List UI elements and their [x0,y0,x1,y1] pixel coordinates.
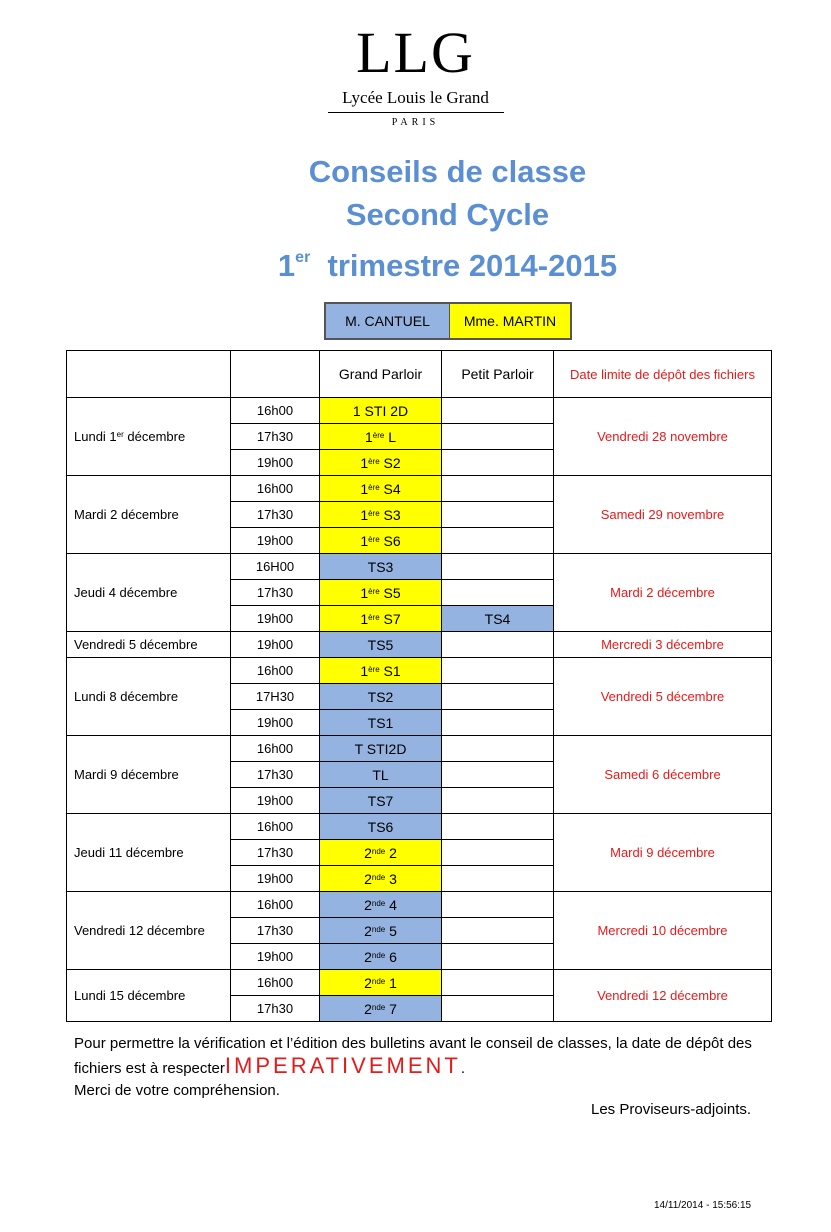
footer-note [74,1033,774,1102]
school-logo [0,22,831,128]
petit-parloir-cell [442,684,554,710]
petit-parloir-cell [442,944,554,970]
header-grand-parloir: Grand Parloir [320,351,442,398]
grand-parloir-cell: TS2 [320,684,442,710]
petit-parloir-cell [442,866,554,892]
time-cell: 17h30 [231,424,320,450]
time-cell: 19h00 [231,528,320,554]
time-cell: 16h00 [231,476,320,502]
grand-parloir-cell: 1ère S7 [320,606,442,632]
time-cell: 17h30 [231,502,320,528]
header-row [67,351,772,398]
time-cell: 17h30 [231,840,320,866]
header-blank-day [67,351,231,398]
time-cell: 16h00 [231,814,320,840]
deadline-cell: Samedi 29 novembre [554,476,772,554]
grand-parloir-cell: TL [320,762,442,788]
deadline-cell: Mercredi 10 décembre [554,892,772,970]
grand-parloir-cell: 1ère S1 [320,658,442,684]
grand-parloir-cell: 2nde 7 [320,996,442,1022]
logo-divider [328,112,504,113]
note-text: Pour permettre la vérification et l’édition des bulletins avant le conseil de classes, la date de dépôt des fichiers est à respecter [74,1035,752,1077]
time-cell: 16h00 [231,892,320,918]
petit-parloir-cell [442,710,554,736]
grand-parloir-cell: T STI2D [320,736,442,762]
grand-parloir-cell: TS5 [320,632,442,658]
petit-parloir-cell [442,996,554,1022]
time-cell: 17h30 [231,580,320,606]
page-title [0,150,831,287]
petit-parloir-cell [442,502,554,528]
petit-parloir-cell [442,892,554,918]
logo-monogram: LLG [356,20,475,85]
legend-blue: M. CANTUEL [326,304,450,338]
time-cell: 19h00 [231,944,320,970]
day-cell: Vendredi 12 décembre [67,892,231,970]
note-thanks: Merci de votre compréhension. [74,1082,280,1099]
day-cell: Mardi 2 décembre [67,476,231,554]
table-row [67,398,772,424]
table-row [67,970,772,996]
grand-parloir-cell: TS6 [320,814,442,840]
petit-parloir-cell [442,788,554,814]
petit-parloir-cell [442,632,554,658]
day-cell: Vendredi 5 décembre [67,632,231,658]
header-blank-time [231,351,320,398]
grand-parloir-cell: 1ère S5 [320,580,442,606]
time-cell: 16h00 [231,398,320,424]
grand-parloir-cell: 1ère S6 [320,528,442,554]
time-cell: 17h30 [231,762,320,788]
petit-parloir-cell [442,528,554,554]
deadline-cell: Mardi 2 décembre [554,554,772,632]
signature: Les Proviseurs-adjoints. [591,1101,752,1118]
school-city: PARIS [391,117,440,128]
deadline-cell: Mercredi 3 décembre [554,632,772,658]
grand-parloir-cell: 1ère S4 [320,476,442,502]
color-legend [324,302,572,340]
time-cell: 17h30 [231,918,320,944]
time-cell: 19h00 [231,606,320,632]
table-row [67,892,772,918]
grand-parloir-cell: 2nde 5 [320,918,442,944]
time-cell: 16h00 [231,736,320,762]
petit-parloir-cell [442,970,554,996]
petit-parloir-cell [442,398,554,424]
day-cell: Mardi 9 décembre [67,736,231,814]
petit-parloir-cell [442,424,554,450]
petit-parloir-cell [442,814,554,840]
petit-parloir-cell [442,476,554,502]
school-name: Lycée Louis le Grand [342,88,489,107]
day-cell: Jeudi 4 décembre [67,554,231,632]
schedule-table [66,350,772,1022]
grand-parloir-cell: TS3 [320,554,442,580]
day-cell: Lundi 1er décembre [67,398,231,476]
time-cell: 19h00 [231,450,320,476]
print-timestamp: 14/11/2014 - 15:56:15 [654,1200,752,1211]
note-emphasis: IMPERATIVEMENT [224,1053,461,1078]
time-cell: 19h00 [231,632,320,658]
petit-parloir-cell [442,736,554,762]
title-line-1: Conseils de classe [308,154,587,189]
grand-parloir-cell: 2nde 2 [320,840,442,866]
table-row [67,476,772,502]
deadline-cell: Mardi 9 décembre [554,814,772,892]
petit-parloir-cell [442,580,554,606]
table-row [67,736,772,762]
title-line-3: 1er trimestre 2014-2015 [277,248,618,283]
time-cell: 19h00 [231,710,320,736]
time-cell: 16h00 [231,658,320,684]
table-row [67,814,772,840]
petit-parloir-cell [442,450,554,476]
petit-parloir-cell: TS4 [442,606,554,632]
table-row [67,658,772,684]
grand-parloir-cell: 2nde 3 [320,866,442,892]
grand-parloir-cell: 2nde 1 [320,970,442,996]
grand-parloir-cell: 2nde 4 [320,892,442,918]
petit-parloir-cell [442,840,554,866]
grand-parloir-cell: TS7 [320,788,442,814]
time-cell: 16H00 [231,554,320,580]
time-cell: 17H30 [231,684,320,710]
petit-parloir-cell [442,658,554,684]
deadline-cell: Vendredi 12 décembre [554,970,772,1022]
deadline-cell: Samedi 6 décembre [554,736,772,814]
petit-parloir-cell [442,918,554,944]
deadline-cell: Vendredi 5 décembre [554,658,772,736]
time-cell: 19h00 [231,866,320,892]
grand-parloir-cell: 1ère S3 [320,502,442,528]
header-deadline: Date limite de dépôt des fichiers [554,351,772,398]
note-period: . [460,1060,466,1077]
grand-parloir-cell: 1 STI 2D [320,398,442,424]
time-cell: 16h00 [231,970,320,996]
header-petit-parloir: Petit Parloir [442,351,554,398]
title-line-2: Second Cycle [345,197,550,232]
grand-parloir-cell: 1ère L [320,424,442,450]
petit-parloir-cell [442,762,554,788]
day-cell: Lundi 15 décembre [67,970,231,1022]
legend-yellow: Mme. MARTIN [450,304,570,338]
petit-parloir-cell [442,554,554,580]
grand-parloir-cell: TS1 [320,710,442,736]
deadline-cell: Vendredi 28 novembre [554,398,772,476]
day-cell: Lundi 8 décembre [67,658,231,736]
time-cell: 17h30 [231,996,320,1022]
grand-parloir-cell: 1ère S2 [320,450,442,476]
time-cell: 19h00 [231,788,320,814]
day-cell: Jeudi 11 décembre [67,814,231,892]
grand-parloir-cell: 2nde 6 [320,944,442,970]
table-row [67,632,772,658]
table-row [67,554,772,580]
